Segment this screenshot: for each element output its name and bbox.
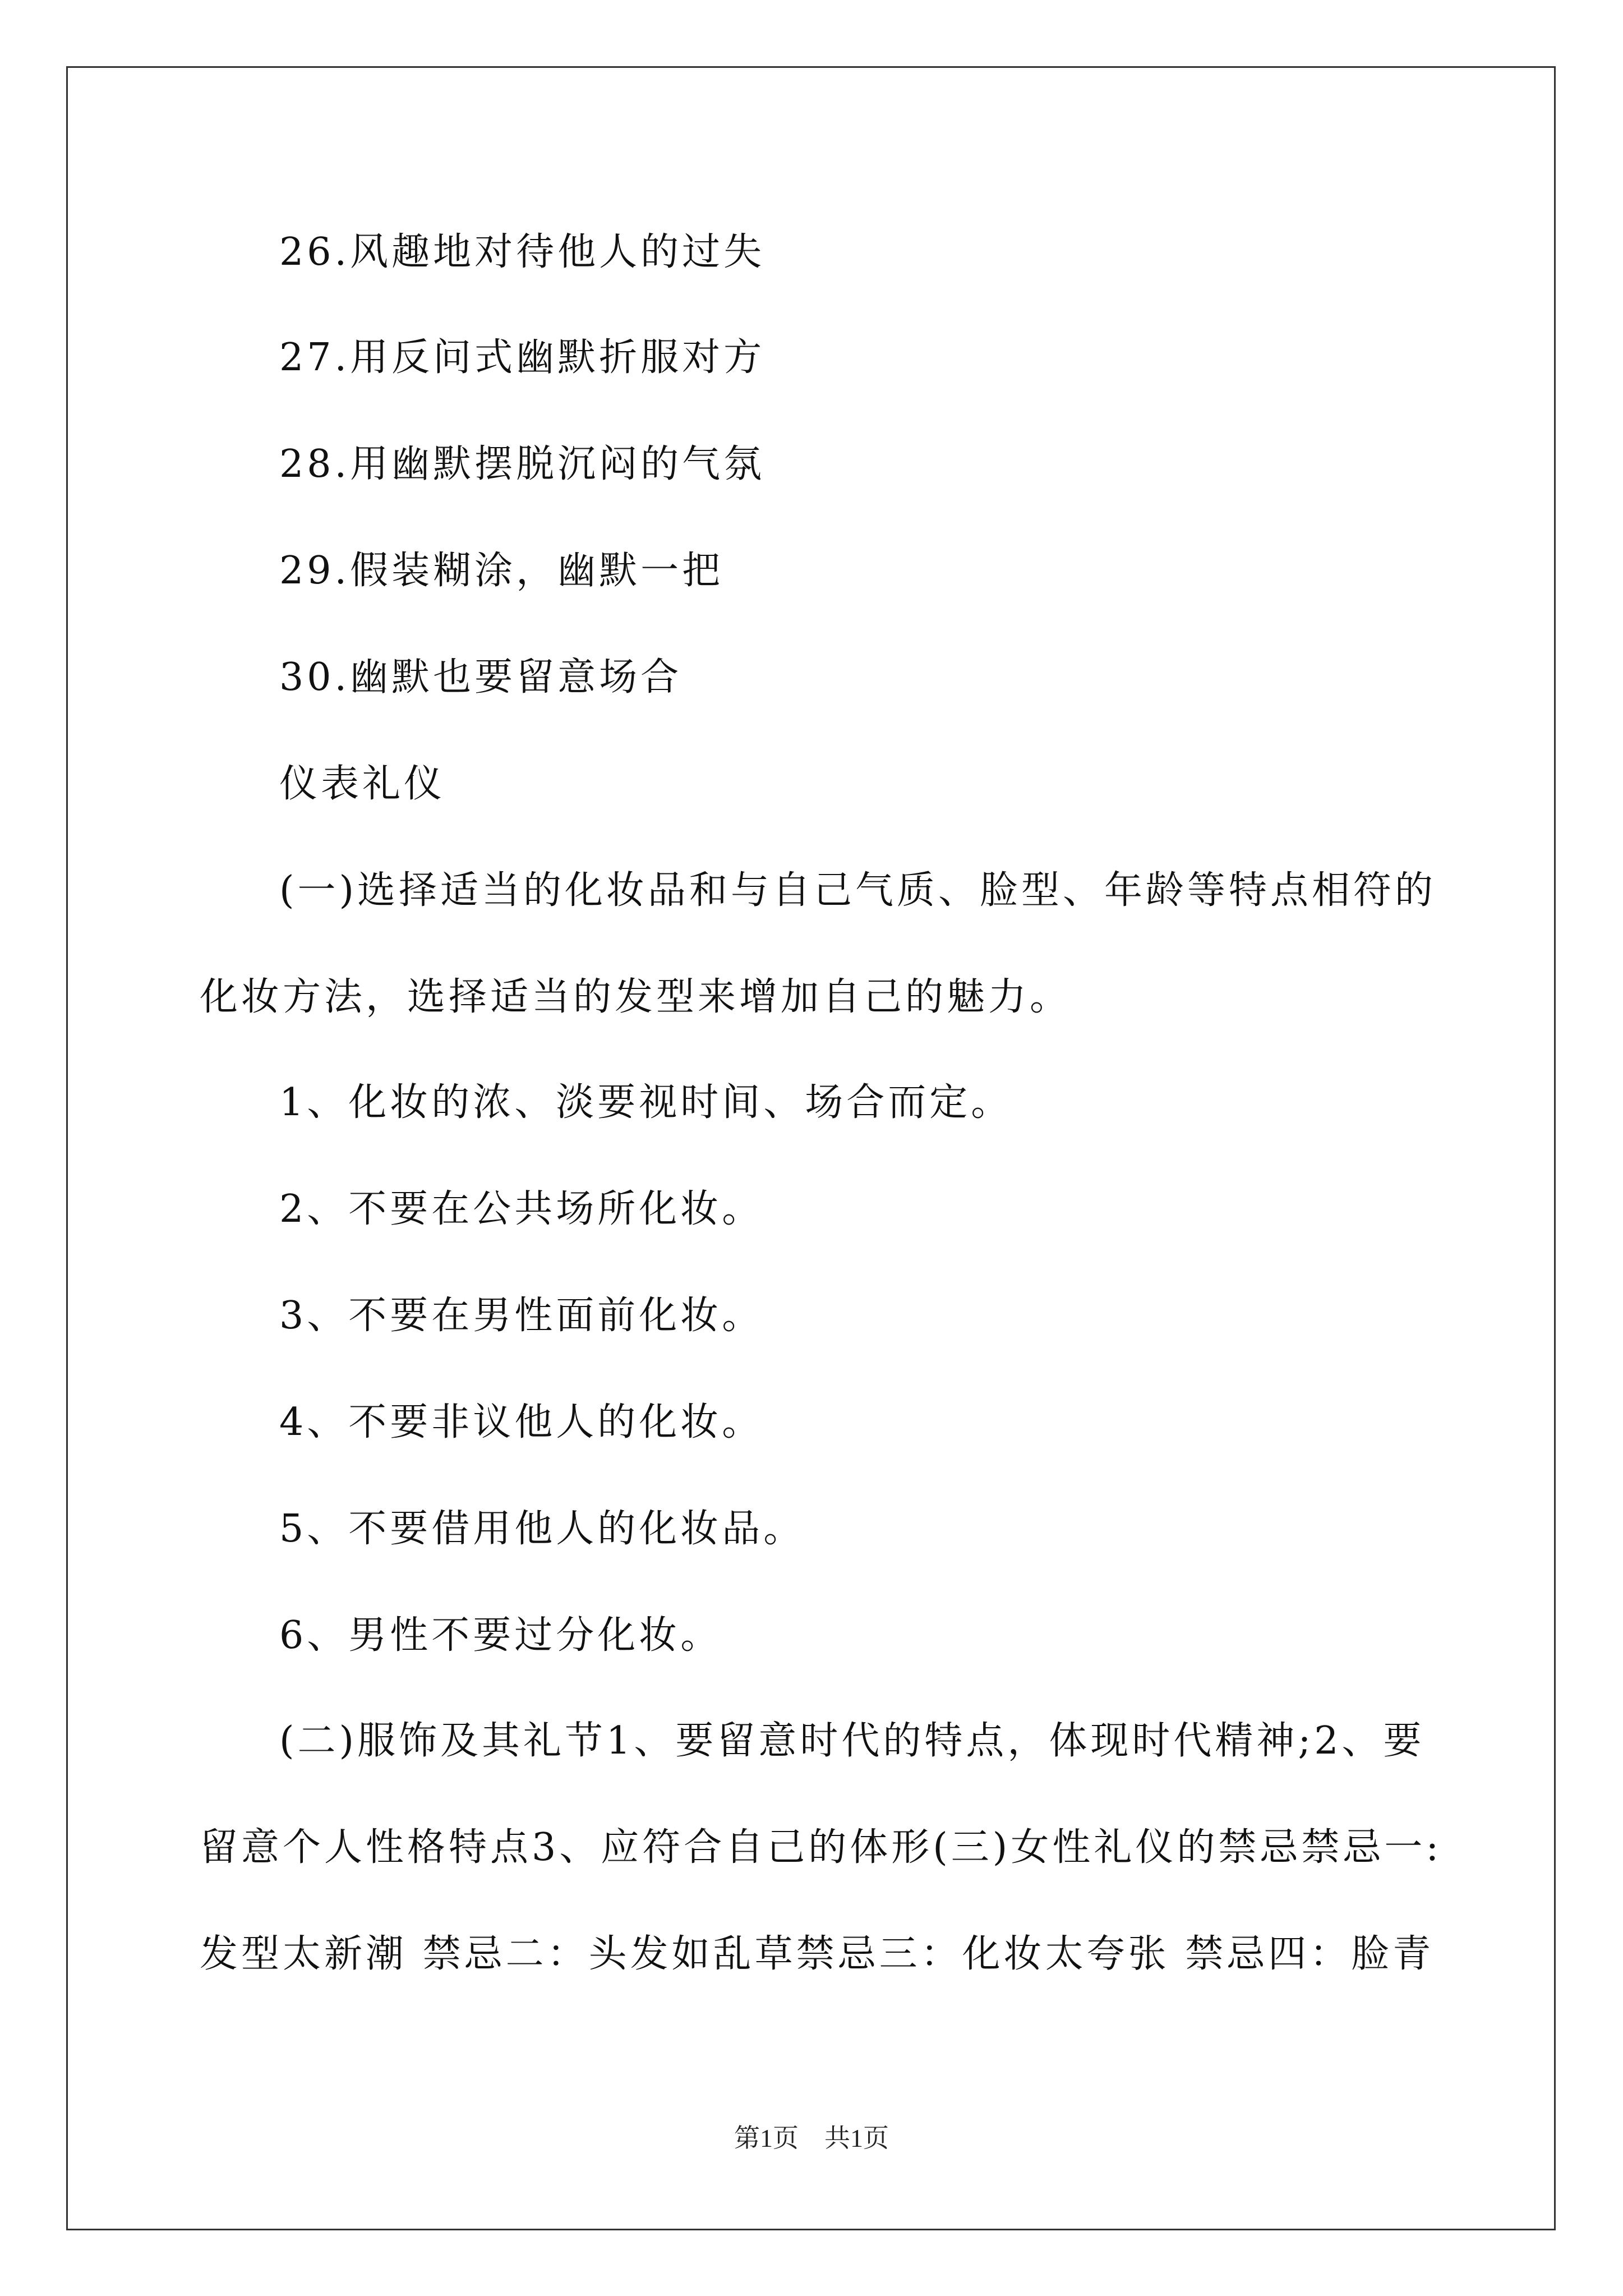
paragraph-line: (一)选择适当的化妆品和与自己气质、脸型、年龄等特点相符的 <box>279 868 1437 913</box>
list-item: 28.用幽默摆脱沉闷的气氛 <box>279 442 766 486</box>
paragraph-line: 留意个人性格特点3、应符合自己的体形(三)女性礼仪的禁忌禁忌一: <box>200 1825 1442 1870</box>
list-item: 3、不要在男性面前化妆。 <box>279 1294 764 1338</box>
list-item: 2、不要在公共场所化妆。 <box>279 1187 764 1231</box>
list-item: 6、男性不要过分化妆。 <box>279 1613 722 1658</box>
list-item: 5、不要借用他人的化妆品。 <box>279 1507 805 1551</box>
page-footer: 第1页 共1页 <box>734 2124 889 2152</box>
paragraph-line: (二)服饰及其礼节1、要留意时代的特点，体现时代精神;2、要 <box>279 1719 1425 1763</box>
list-item: 26.风趣地对待他人的过失 <box>279 230 766 274</box>
paragraph-line: 化妆方法，选择适当的发型来增加自己的魅力。 <box>200 975 1072 1019</box>
list-item: 4、不要非议他人的化妆。 <box>279 1400 764 1444</box>
page-border <box>66 66 1556 2230</box>
list-item: 1、化妆的浓、淡要视时间、场合而定。 <box>279 1080 1013 1125</box>
section-heading: 仪表礼仪 <box>279 762 446 806</box>
paragraph-line: 发型太新潮 禁忌二：头发如乱草禁忌三：化妆太夸张 禁忌四：脸青 <box>200 1932 1435 1976</box>
list-item: 27.用反问式幽默折服对方 <box>279 335 766 380</box>
list-item: 29.假装糊涂，幽默一把 <box>279 549 724 593</box>
list-item: 30.幽默也要留意场合 <box>279 655 683 700</box>
